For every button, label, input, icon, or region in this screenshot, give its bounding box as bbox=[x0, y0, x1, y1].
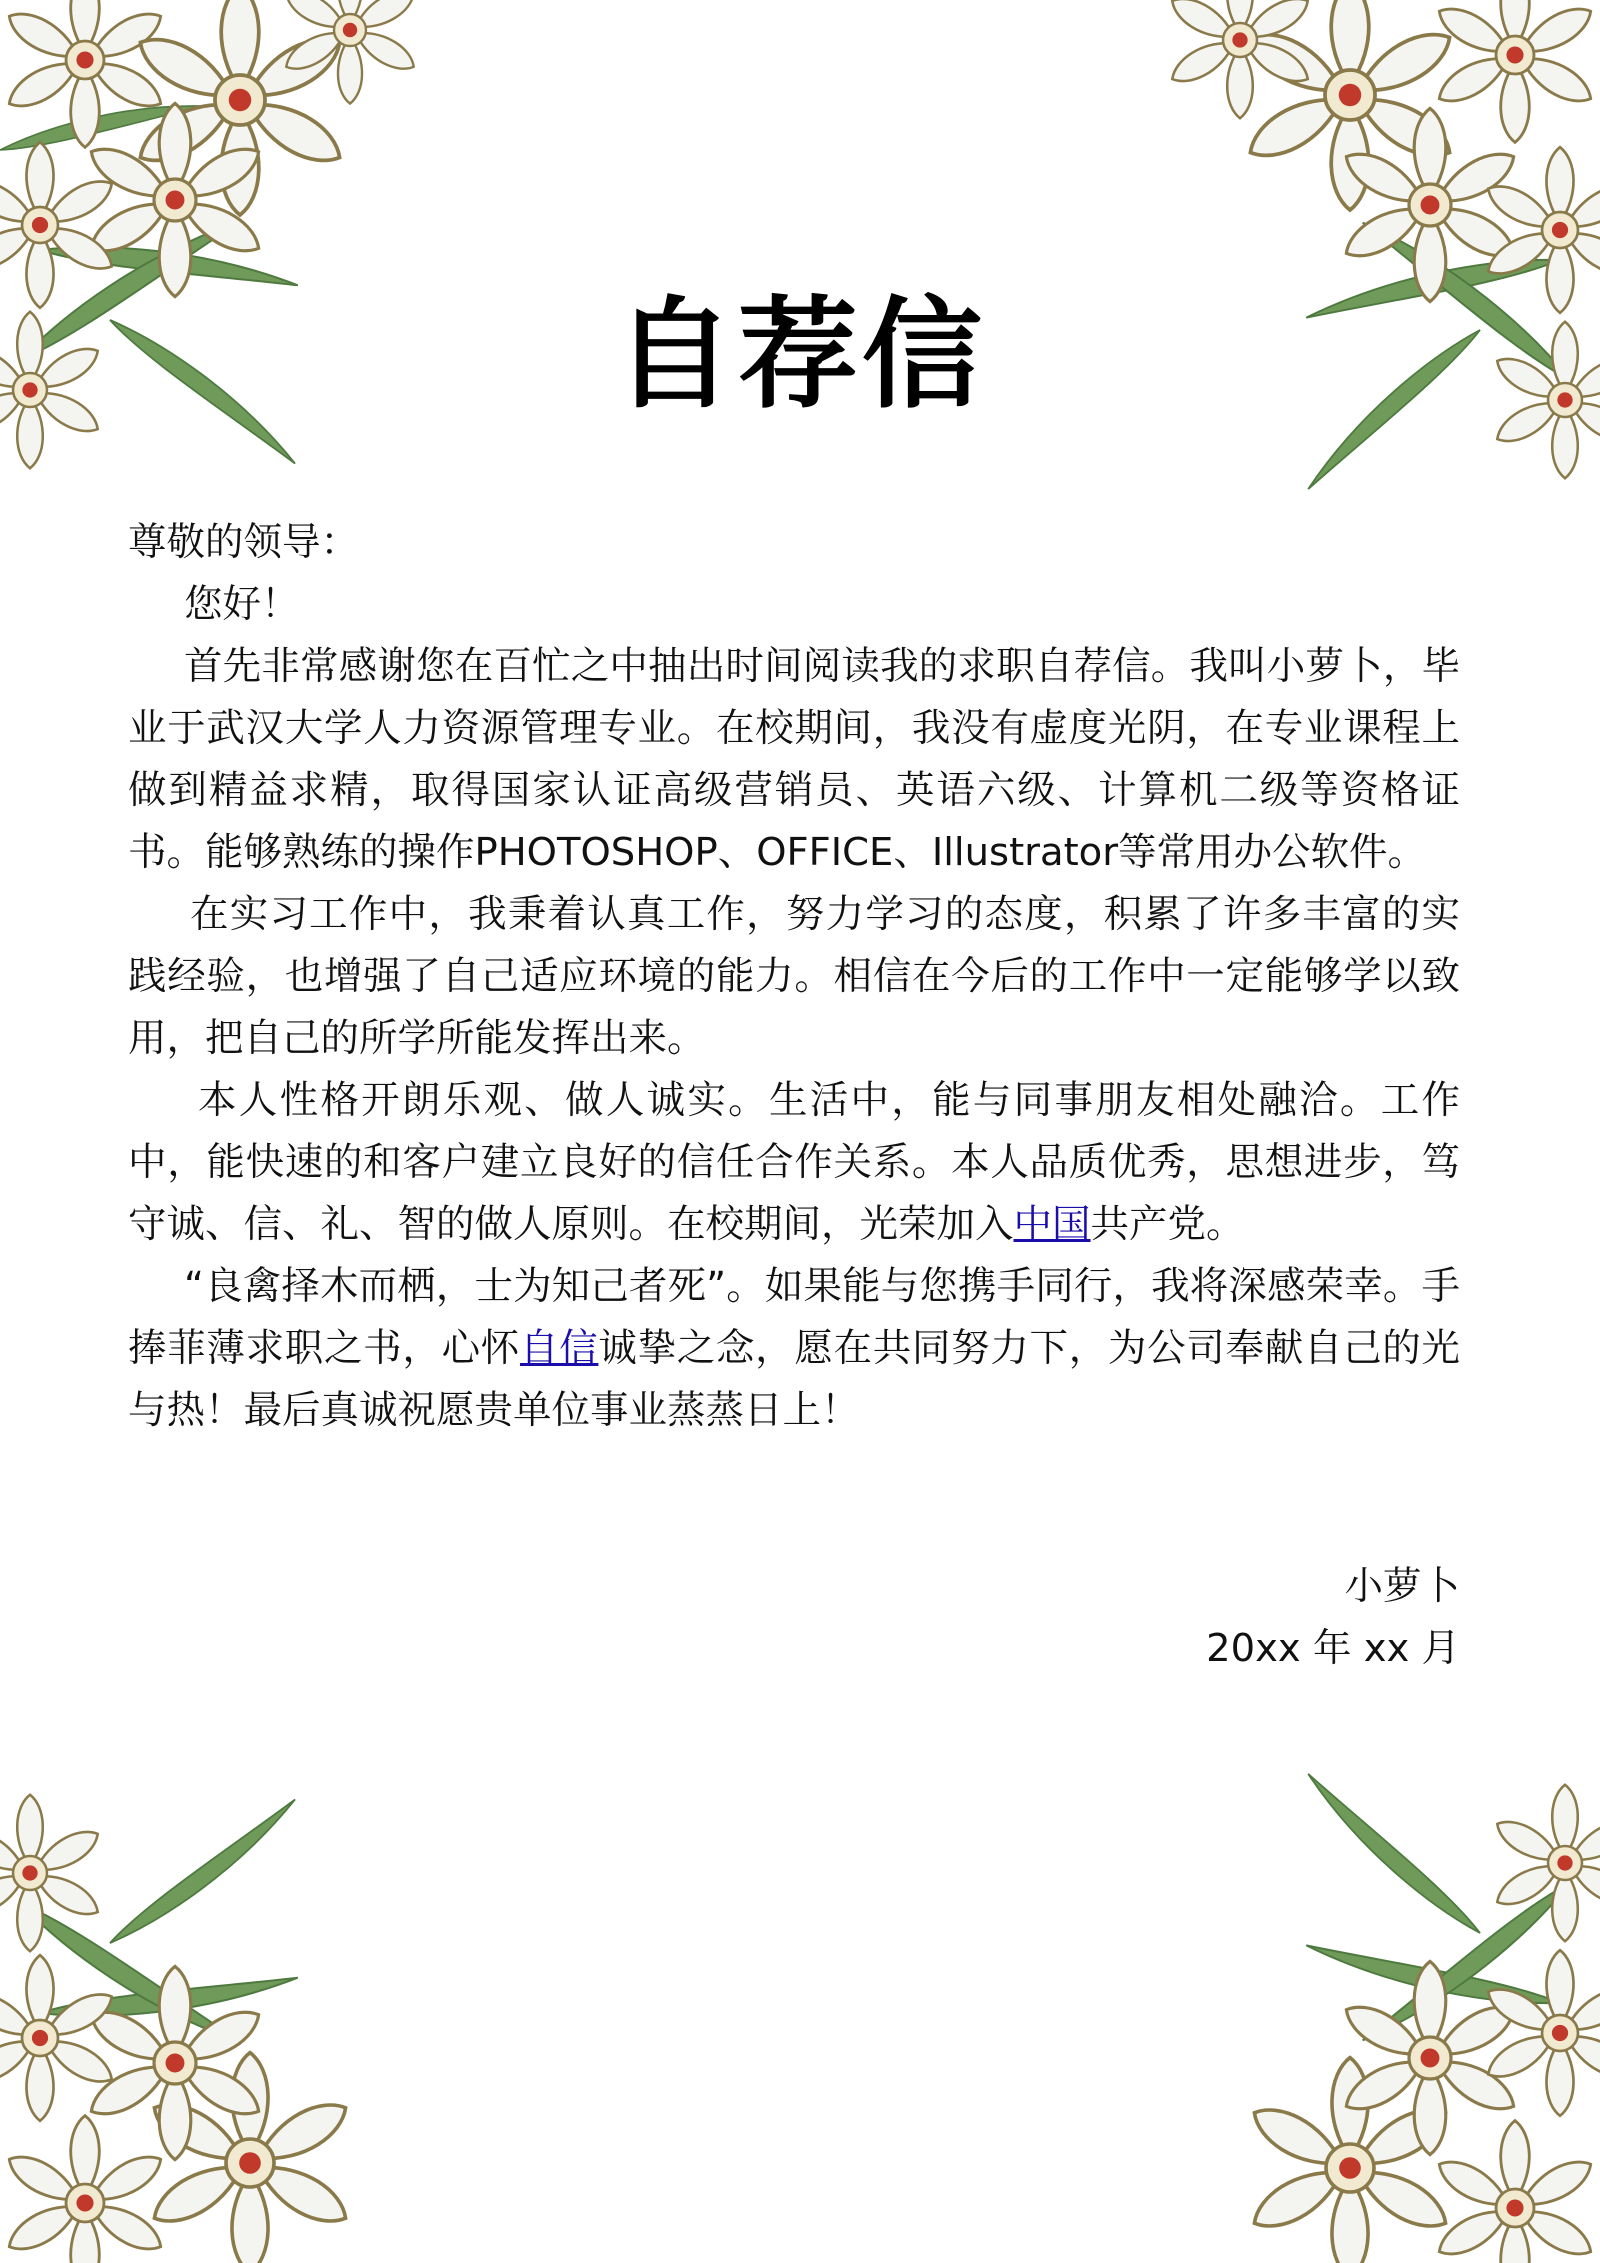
narcissus-flower-icon bbox=[1040, 0, 1600, 560]
floral-corner-bottom-left bbox=[0, 1703, 560, 2263]
narcissus-flower-icon bbox=[0, 0, 560, 560]
floral-corner-top-left bbox=[0, 0, 560, 560]
paragraph-personality bbox=[128, 1070, 1460, 1256]
signature: 小萝卜 bbox=[1344, 1564, 1460, 1609]
link-confidence[interactable]: 自信 bbox=[519, 1326, 599, 1371]
greeting: 您好！ bbox=[184, 582, 300, 627]
link-china[interactable]: 中国 bbox=[1013, 1202, 1091, 1247]
floral-corner-top-right bbox=[1040, 0, 1600, 560]
narcissus-flower-icon bbox=[0, 1703, 560, 2263]
signoff bbox=[1206, 1556, 1460, 1680]
date: 20xx 年 xx 月 bbox=[1206, 1626, 1460, 1671]
floral-corner-bottom-right bbox=[1040, 1703, 1600, 2263]
salutation: 尊敬的领导： bbox=[128, 520, 360, 565]
paragraph-text: 本人性格开朗乐观、做人诚实。生活中，能与同事朋友相处融洽。工作中，能快速的和客户建立良好的信任合作关系。本人品质优秀，思想进步，笃守诚、信、礼、智的做人原则。在校期间，光荣加入 bbox=[128, 1078, 1460, 1247]
letter-body bbox=[128, 512, 1460, 1442]
page-title: 自荐信 bbox=[614, 286, 986, 425]
narcissus-flower-icon bbox=[1040, 1703, 1600, 2263]
paragraph-closing bbox=[128, 1256, 1460, 1442]
paragraph-text: 诚挚之念，愿在共同努力下，为公司奉献自己的光与热！最后真诚祝愿贵单位事业蒸蒸日上！ bbox=[128, 1326, 1460, 1433]
paragraph-text: “良禽择木而栖，士为知己者死”。如果能与您携手同行，我将深感荣幸。手捧菲薄求职之书，心怀 bbox=[128, 1264, 1460, 1371]
paragraph-introduction: 首先非常感谢您在百忙之中抽出时间阅读我的求职自荐信。我叫小萝卜，毕业于武汉大学人力资源管理专业。在校期间，我没有虚度光阴，在专业课程上做到精益求精，取得国家认证高级营销员、英语六级、计算机二级等资格证书。能够熟练的操作PHOTOSHOP、OFFICE、Illustrator等常用办公软件。 bbox=[128, 644, 1460, 875]
paragraph-internship: 在实习工作中，我秉着认真工作，努力学习的态度，积累了许多丰富的实践经验，也增强了自己适应环境的能力。相信在今后的工作中一定能够学以致用，把自己的所学所能发挥出来。 bbox=[128, 892, 1460, 1061]
paragraph-text: 共产党。 bbox=[1090, 1202, 1245, 1247]
